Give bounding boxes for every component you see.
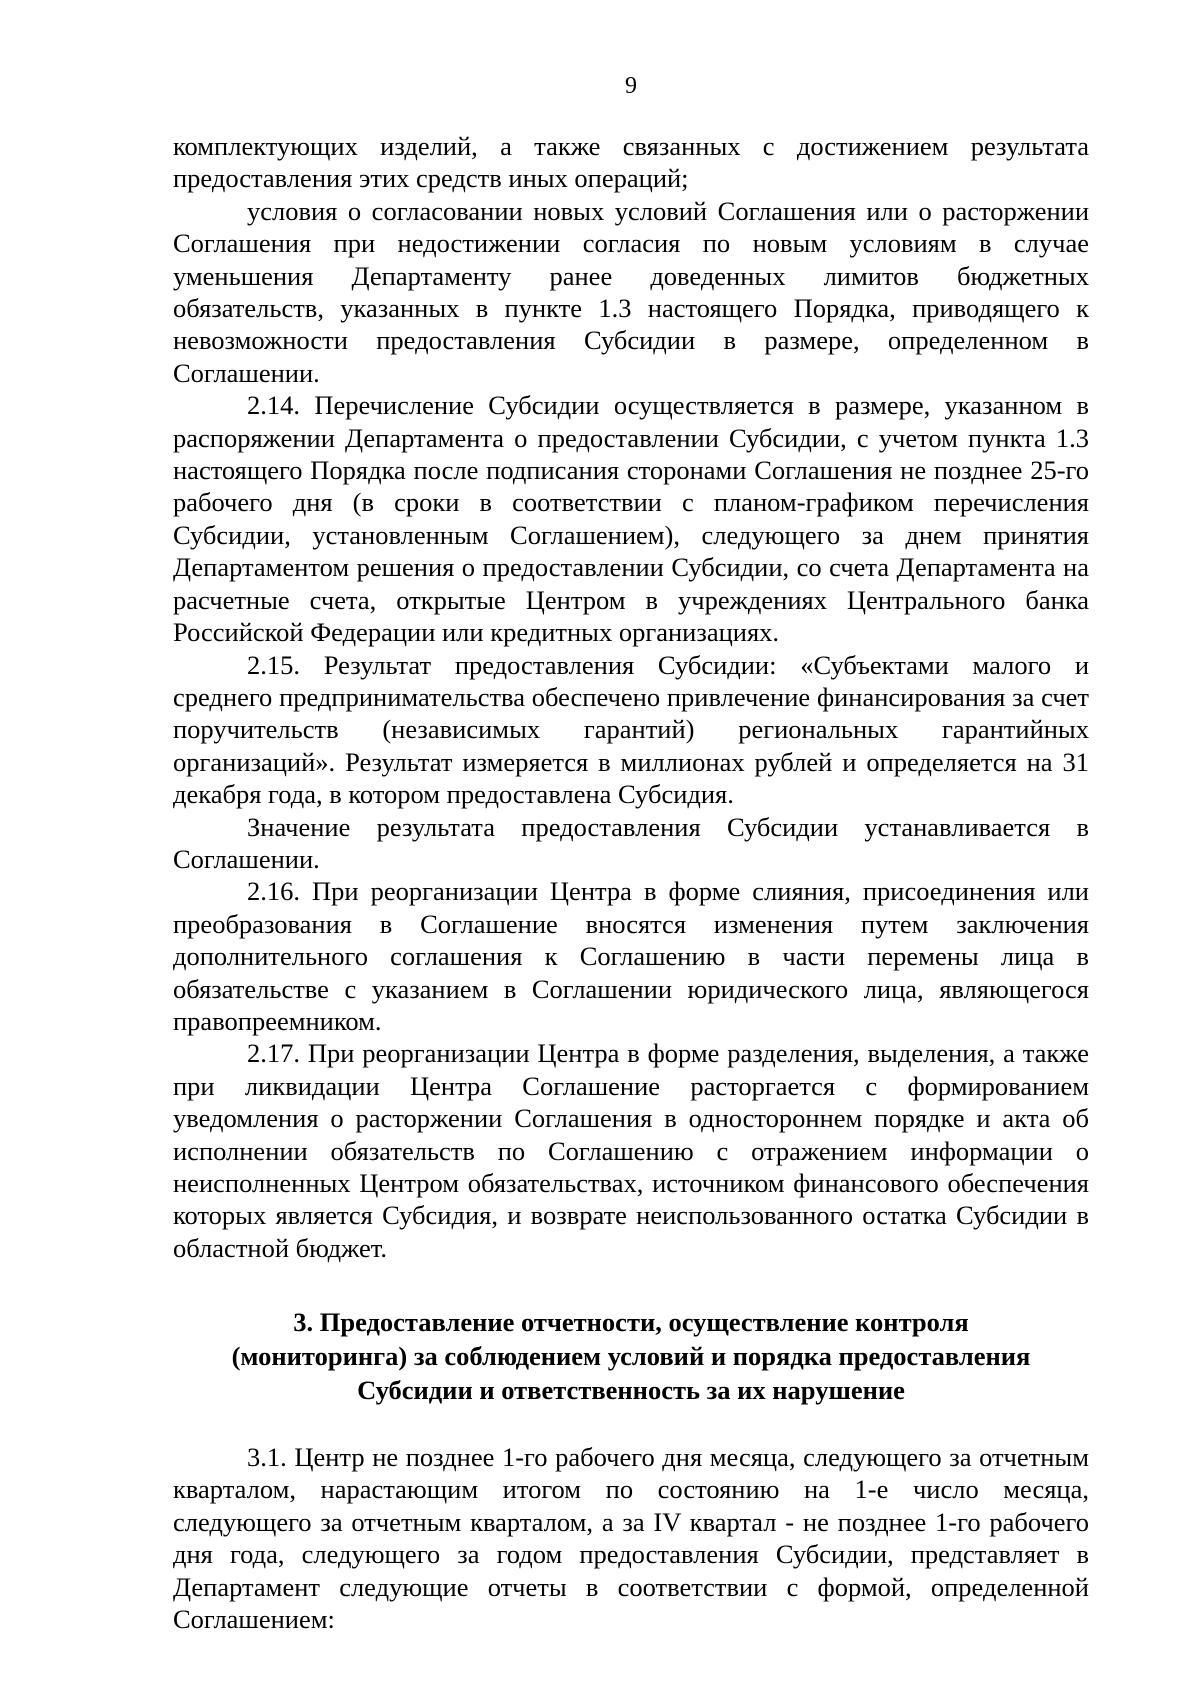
body-text-section-2 (173, 130, 1089, 1264)
page-number: 9 (625, 73, 637, 99)
section-heading-line-2: (мониторинга) за соблюдением условий и порядка предоставления (231, 1341, 1031, 1371)
body-text-section-3 (173, 1441, 1089, 1635)
section-heading-line-3: Субсидии и ответственность за их нарушение (357, 1375, 905, 1405)
paragraph-2-14: 2.14. Перечисление Субсидии осуществляется в размере, указанном в распоряжении Департамента о предоставлении Субсидии, с учетом пункта 1.3 настоящего Порядка после подписания сторонами Соглашения не позднее 25-го рабочего дня (в сроки в соответствии с планом-графиком перечисления Субсидии, установленным Соглашением), следующего за днем принятия Департаментом решения о предоставлении Субсидии, со счета Департамента на расчетные счета, открытые Центром в учреждениях Центрального банка Российской Федерации или кредитных организациях. (173, 390, 1089, 648)
paragraph-2-15: 2.15. Результат предоставления Субсидии: «Субъектами малого и среднего предпринимательства обеспечено привлечение финансирования за счет поручительств (независимых гарантий) региональных гарантийных организаций». Результат измеряется в миллионах рублей и определяется на 31 декабря года, в котором предоставлена Субсидия. (173, 649, 1089, 810)
paragraph-agreement-conditions: условия о согласовании новых условий Соглашения или о расторжении Соглашения при недостижении согласия по новым условиям в случае уменьшения Департаменту ранее доведенных лимитов бюджетных обязательств, указанных в пункте 1.3 настоящего Порядка, приводящего к невозможности предоставления Субсидии в размере, определенном в Соглашении. (173, 195, 1089, 388)
paragraph-2-17: 2.17. При реорганизации Центра в форме разделения, выделения, а также при ликвидации Центра Соглашение расторгается с формированием уведомления о расторжении Соглашения в одностороннем порядке и акта об исполнении обязательств по Соглашению с отражением информации о неисполненных Центром обязательствах, источником финансового обеспечения которых является Субсидия, и возврате неиспользованного остатка Субсидии в областной бюджет. (173, 1038, 1089, 1263)
paragraph-continuation: комплектующих изделий, а также связанных с достижением результата предоставления этих средств иных операций; (173, 131, 1089, 194)
paragraph-result-value: Значение результата предоставления Субсидии устанавливается в Соглашении. (173, 811, 1089, 874)
section-3-heading (173, 1305, 1089, 1407)
section-heading-line-1: 3. Предоставление отчетности, осуществление контроля (293, 1307, 969, 1337)
paragraph-3-1: 3.1. Центр не позднее 1-го рабочего дня месяца, следующего за отчетным кварталом, нарастающим итогом по состоянию на 1-е число месяца, следующего за отчетным кварталом, а за IV квартал - не позднее 1-го рабочего дня года, следующего за годом предоставления Субсидии, представляет в Департамент следующие отчеты в соответствии с формой, определенной Соглашением: (173, 1442, 1089, 1635)
paragraph-2-16: 2.16. При реорганизации Центра в форме слияния, присоединения или преобразования в Соглашение вносятся изменения путем заключения дополнительного соглашения к Соглашению в части перемены лица в обязательстве с указанием в Соглашении юридического лица, являющегося правопреемником. (173, 876, 1089, 1036)
